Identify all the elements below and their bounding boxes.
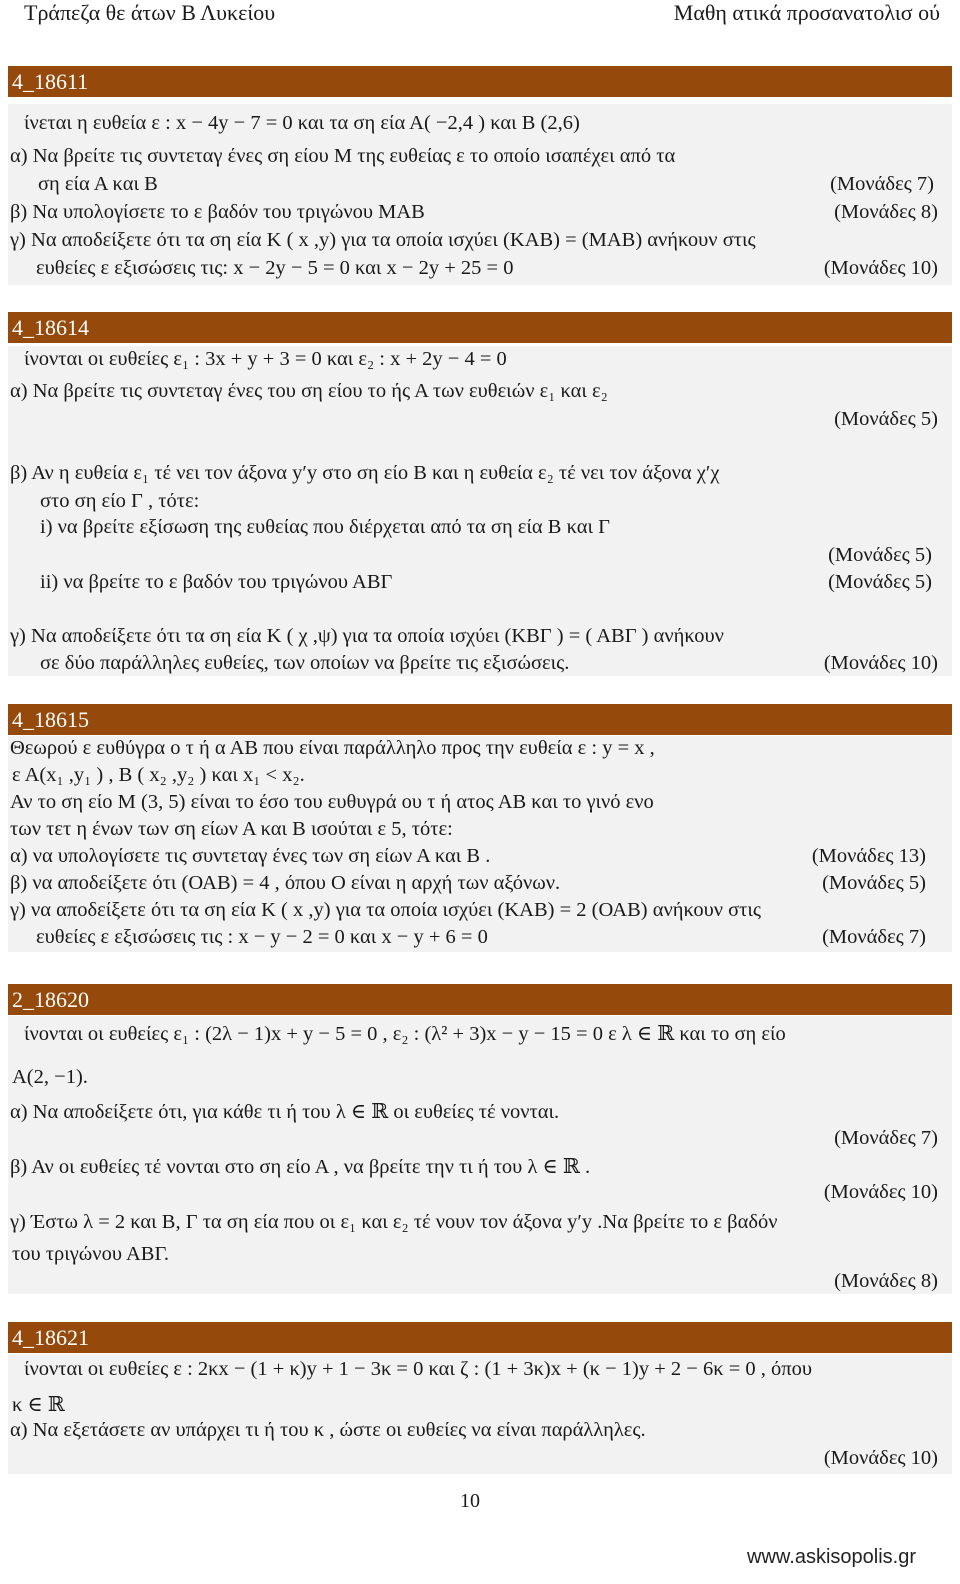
question-a-text: α) Να βρείτε τις συντεταγ ένες του ση είου το ής Α των ευθειών ε₁ και ε₂ [10,380,608,402]
problem-code-bar [8,704,952,735]
question-a-text: α) να υπολογίσετε τις συντεταγ ένες των ση είων Α και Β . [10,845,491,867]
problem-line [0,1419,952,1447]
problem-text: Αν το ση είο Μ (3, 5) είναι το έσο του ευθυγρά ου τ ή ατος ΑΒ και το γινό ενο [10,791,654,813]
problem-line [0,201,952,229]
problem-text: ίνεται η ευθεία ε : x − 4y − 7 = 0 και τα ση εία Α( −2,4 ) και B (2,6) [24,112,580,134]
problem-text: των τετ η ένων των ση είων Α και Β ισούται ε 5, τότε: [10,818,453,840]
problem-line [0,1211,952,1239]
question-a-cont: ση εία Α και Β [38,173,158,195]
problem-code-bar [8,984,952,1015]
marks-label: (Μονάδες 7) [822,926,926,948]
problem-code-bar [8,1322,952,1353]
problem-text: ίνονται οι ευθείες ε : 2κx − (1 + κ)y + 1 − 3κ = 0 και ζ : (1 + 3κ)x + (κ − 1)y + 2 − 6κ = 0 , όπου [24,1358,812,1380]
problem-line [0,1099,952,1127]
question-c-cont: ευθείες ε εξισώσεις τις : x − y − 2 = 0 και x − y + 6 = 0 [36,926,488,948]
problem-code-bar [8,312,952,343]
header-right-title: Μαθη ατικά προσανατολισ ού [673,0,940,25]
problem-line [0,1127,952,1155]
problem-line [0,818,952,846]
problem-line [0,571,952,599]
problem-line [0,1392,952,1420]
question-c-text: γ) Έστω λ = 2 και Β, Γ τα ση εία που οι ε₁ και ε₂ τέ νουν τον άξονα y′y .Να βρείτε το ε βαδόν [10,1211,778,1233]
problem-line [0,348,952,376]
problem-line [0,1358,952,1386]
question-a-text: α) Να βρείτε τις συντεταγ ένες ση είου Μ της ευθείας ε το οποίο ισαπέχει από τα [10,145,676,167]
question-a-text: α) Να αποδείξετε ότι, για κάθε τι ή του λ ∈ ℝ οι ευθείες τέ νονται. [10,1101,560,1123]
marks-label: (Μονάδες 13) [811,845,926,867]
problem-code: 2_18620 [12,987,89,1012]
question-c-text: γ) Να αποδείξετε ότι τα ση εία Κ ( x ,y) για τα οποία ισχύει (ΚΑΒ) = (ΜΑΒ) ανήκουν στις [10,229,756,251]
problem-line [0,872,952,900]
problem-line [0,652,952,680]
header-left-title: Τράπεζα θε άτων Β Λυκείου [24,0,276,25]
question-b-text: β) Αν η ευθεία ε₁ τέ νει τον άξονα y′y στο ση είο Β και η ευθεία ε₂ τέ νει τον άξονα χ′χ [10,462,720,484]
question-c-cont: του τριγώνου ΑΒΓ. [12,1243,169,1265]
problem-line [0,1243,952,1271]
problem-line [0,625,952,653]
problem-line [0,1181,952,1209]
problem-text: Θεωρού ε ευθύγρα ο τ ή α ΑΒ που είναι παράλληλο προς την ευθεία ε : y = x , [10,737,655,759]
question-b-text: β) να αποδείξετε ότι (ΟΑΒ) = 4 , όπου Ο είναι η αρχή των αξόνων. [10,872,561,894]
problem-line [0,845,952,873]
problem-line [0,1447,952,1475]
problem-code: 4_18615 [12,707,89,732]
problem-line [0,1066,952,1094]
problem-line [0,145,952,173]
question-b-i-text: i) να βρείτε εξίσωση της ευθείας που διέρχεται από τα ση εία Β και Γ [40,516,610,538]
question-b-text: β) Αν οι ευθείες τέ νονται στο ση είο Α , να βρείτε την τι ή του λ ∈ ℝ . [10,1156,591,1178]
question-b-ii-text: ii) να βρείτε το ε βαδόν του τριγώνου ΑΒΓ [40,571,393,593]
problem-line [0,112,952,140]
footer-url[interactable]: www.askisopolis.gr [747,1546,916,1568]
problem-code: 4_18621 [12,1325,89,1350]
problem-line [0,1021,952,1049]
marks-label: (Μονάδες 7) [830,173,934,195]
page-number: 10 [460,1490,480,1512]
problem-line [0,380,952,408]
problem-line [0,791,952,819]
marks-label: (Μονάδες 10) [823,1181,938,1203]
problem-code: 4_18611 [12,69,89,94]
question-b-cont: στο ση είο Γ , τότε: [40,490,200,512]
problem-line [0,737,952,765]
marks-label: (Μονάδες 10) [823,1447,938,1469]
problem-text: ίνονται οι ευθείες ε₁ : (2λ − 1)x + y − 5 = 0 , ε₂ : (λ² + 3)x − y − 15 = 0 ε λ ∈ ℝ και το ση είο [24,1023,786,1045]
problem-line [0,173,952,201]
question-c-cont: ευθείες ε εξισώσεις τις: x − 2y − 5 = 0 και x − 2y + 25 = 0 [36,257,514,279]
question-c-cont: σε δύο παράλληλες ευθείες, των οποίων να βρείτε τις εξισώσεις. [40,652,570,674]
marks-label: (Μονάδες 5) [828,544,932,566]
problem-line [0,257,952,285]
marks-label: (Μονάδες 10) [823,652,938,674]
problem-text: ίνονται οι ευθείες ε₁ : 3x + y + 3 = 0 και ε₂ : x + 2y − 4 = 0 [24,348,507,370]
marks-label: (Μονάδες 5) [828,571,932,593]
problem-line [0,516,952,544]
problem-line [0,926,952,954]
problem-line [0,408,952,436]
point-a-text: Α(2, −1). [12,1066,88,1088]
problem-line [0,764,952,792]
problem-line [0,544,952,572]
marks-label: (Μονάδες 5) [834,408,938,430]
marks-label: (Μονάδες 5) [822,872,926,894]
problem-code: 4_18614 [12,315,89,340]
marks-label: (Μονάδες 7) [834,1127,938,1149]
marks-label: (Μονάδες 8) [834,201,938,223]
problem-line [0,1154,952,1182]
marks-label: (Μονάδες 8) [834,1270,938,1292]
problem-line [0,490,952,518]
problem-code-bar [8,66,952,97]
problem-line [0,462,952,490]
problem-line [0,1270,952,1298]
question-c-text: γ) Να αποδείξετε ότι τα ση εία Κ ( χ ,ψ) για τα οποία ισχύει (ΚΒΓ ) = ( ΑΒΓ ) ανήκουν [10,625,724,647]
question-a-text: α) Να εξετάσετε αν υπάρχει τι ή του κ , ώστε οι ευθείες να είναι παράλληλες. [10,1419,646,1441]
page-header [0,0,960,40]
problem-line [0,229,952,257]
problem-text: ε Α(x₁ ,y₁ ) , Β ( x₂ ,y₂ ) και x₁ < x₂. [12,764,305,786]
question-b-text: β) Να υπολογίσετε το ε βαδόν του τριγώνου ΜΑΒ [10,201,425,223]
problem-text: κ ∈ ℝ [12,1394,65,1416]
question-c-text: γ) να αποδείξετε ότι τα ση εία Κ ( x ,y) για τα οποία ισχύει (ΚΑΒ) = 2 (ΟΑΒ) ανήκουν στις [10,899,762,921]
marks-label: (Μονάδες 10) [823,257,938,279]
problem-line [0,899,952,927]
